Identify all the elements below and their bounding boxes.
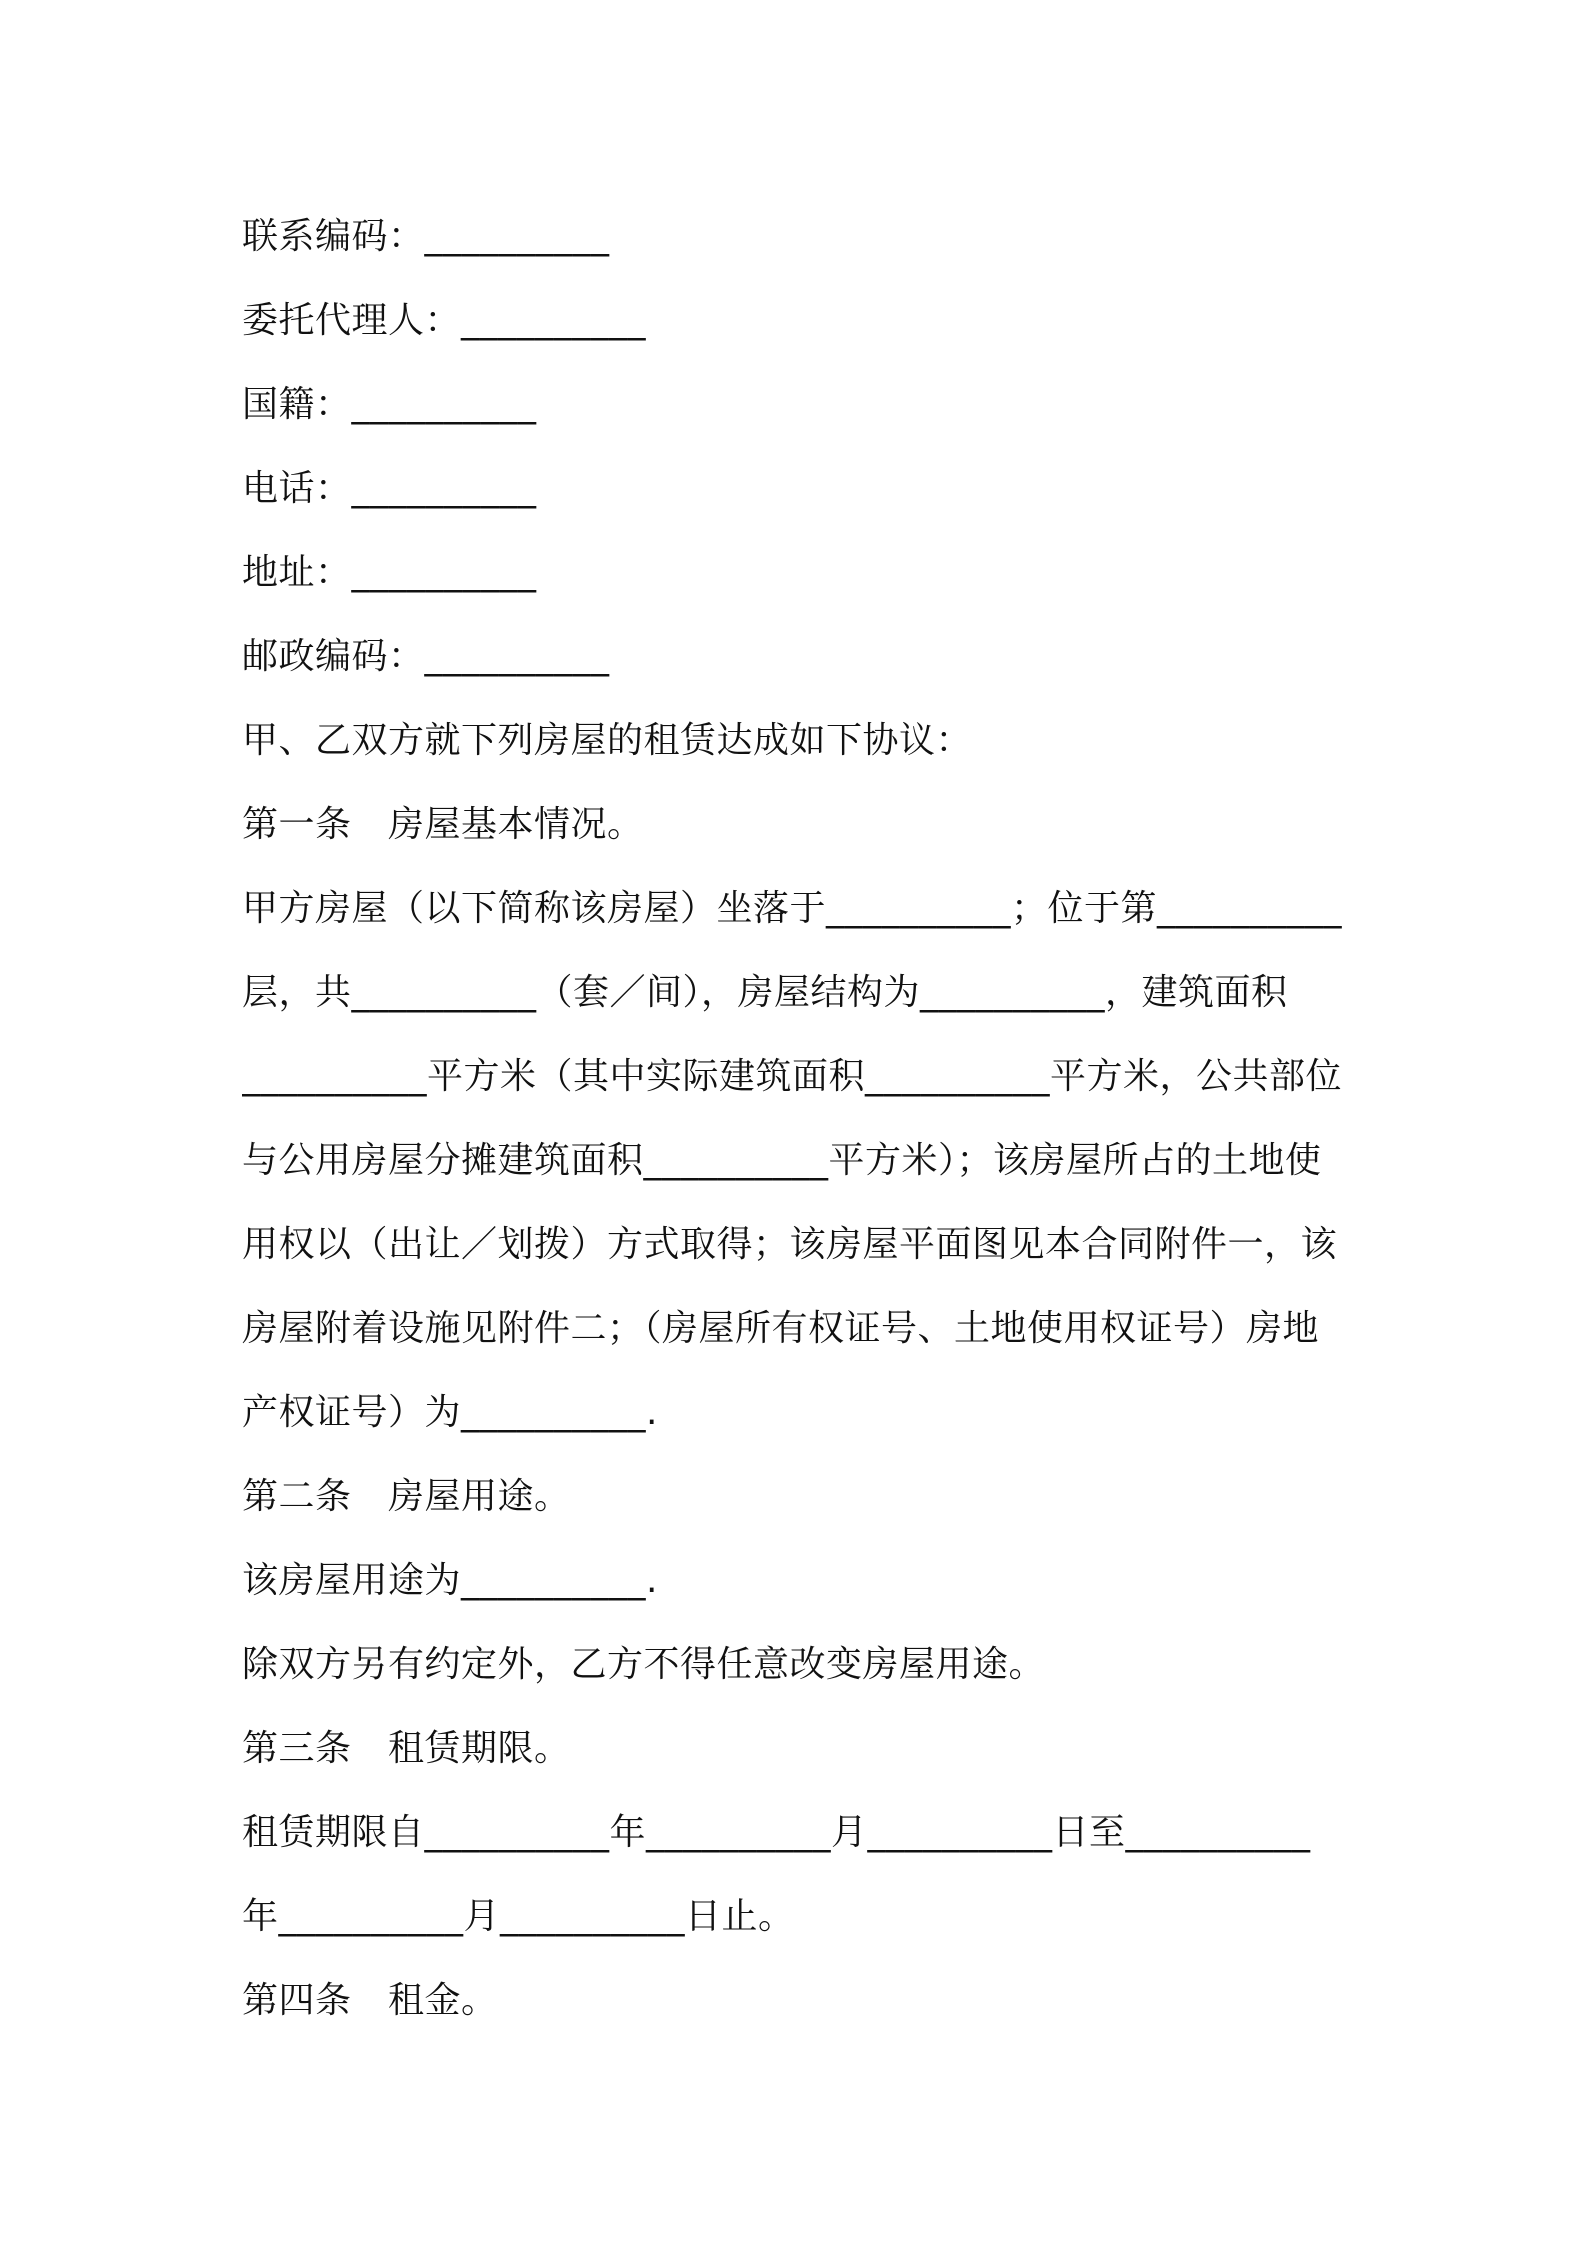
- article-1-text-line-7: 产权证号）为__________.: [242, 1392, 658, 1433]
- postal-code-line: 邮政编码：__________: [242, 636, 610, 677]
- article-3-heading: 第三条 租赁期限。: [242, 1728, 571, 1769]
- contact-code-line: 联系编码：__________: [242, 216, 610, 257]
- article-1-text-line-6: 房屋附着设施见附件二；（房屋所有权证号、土地使用权证号）房地: [242, 1308, 1320, 1349]
- document-body: [242, 195, 1372, 2043]
- article-3-text-line-2: 年__________月__________日止。: [242, 1896, 795, 1937]
- address-line: 地址：__________: [242, 552, 537, 593]
- phone-line: 电话：__________: [242, 468, 537, 509]
- article-1-text-line-1: 甲方房屋（以下简称该房屋）坐落于__________；位于第__________: [242, 888, 1343, 929]
- article-2-heading: 第二条 房屋用途。: [242, 1476, 571, 1517]
- agreement-intro: 甲、乙双方就下列房屋的租赁达成如下协议：: [242, 720, 973, 761]
- article-1-text-line-3: __________平方米（其中实际建筑面积__________平方米，公共部位: [242, 1056, 1343, 1097]
- nationality-line: 国籍：__________: [242, 384, 537, 425]
- agent-line: 委托代理人：__________: [242, 300, 647, 341]
- article-2-text-line-2: 除双方另有约定外，乙方不得任意改变房屋用途。: [242, 1644, 1046, 1685]
- article-1-text-line-2: 层，共__________（套／间），房屋结构为__________，建筑面积: [242, 972, 1288, 1013]
- article-3-text-line-1: 租赁期限自__________年__________月__________日至__________: [242, 1812, 1311, 1853]
- article-1-text-line-5: 用权以（出让／划拨）方式取得；该房屋平面图见本合同附件一，该: [242, 1224, 1338, 1265]
- article-4-heading: 第四条 租金。: [242, 1980, 498, 2021]
- article-1-heading: 第一条 房屋基本情况。: [242, 804, 644, 845]
- article-2-text-line-1: 该房屋用途为__________.: [242, 1560, 658, 1601]
- article-1-text-line-4: 与公用房屋分摊建筑面积__________平方米）；该房屋所占的土地使: [242, 1140, 1322, 1181]
